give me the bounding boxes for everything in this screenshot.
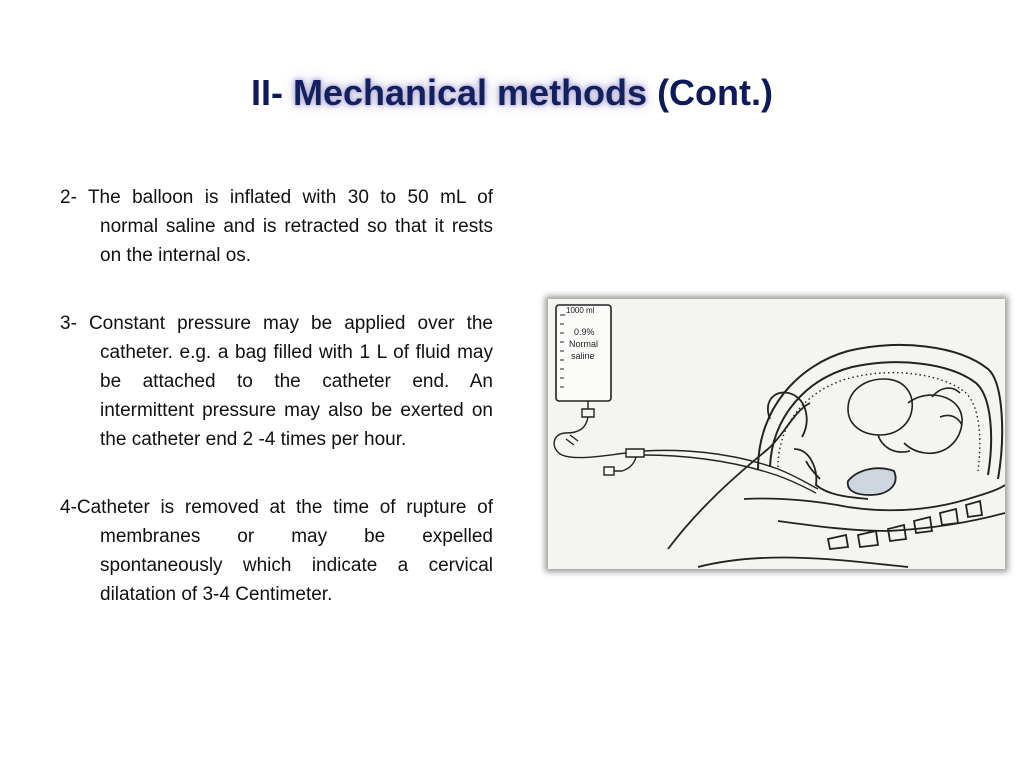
bag-content-line3: saline — [571, 351, 595, 361]
slide-title — [0, 72, 1024, 114]
paragraph-catheter-removal: 4-Catheter is removed at the time of rupture of membranes or may be expelled spontaneously which indicate a cervical dilatation of 3-4 Centimeter. — [60, 497, 493, 605]
catheter-illustration — [548, 299, 1005, 569]
catheter-illustration-drawing — [548, 299, 1005, 569]
paragraph-constant-pressure: 3- Constant pressure may be applied over the catheter. e.g. a bag filled with 1 L of fluid may be attached to the catheter end. An intermittent pressure may also be exerted on the catheter end 2 -4 times per hour. — [60, 313, 493, 450]
saline-bag — [556, 305, 611, 401]
slide-body — [60, 183, 493, 648]
title-suffix: (Cont.) — [647, 72, 774, 113]
bag-content-line2: Normal — [569, 339, 599, 349]
title-highlight: Mechanical methods — [292, 72, 648, 113]
fetus — [848, 379, 962, 453]
paragraph-balloon-inflation: 2- The balloon is inflated with 30 to 50 mL of normal saline and is retracted so that it rests on the internal os. — [60, 187, 493, 266]
bag-volume-label: 1000 ml — [566, 306, 595, 315]
uterus — [758, 345, 1002, 479]
pelvis — [668, 392, 1005, 567]
tubing — [554, 401, 818, 493]
bag-content-line1: 0.9% — [574, 327, 595, 337]
title-prefix: II- — [250, 72, 293, 113]
